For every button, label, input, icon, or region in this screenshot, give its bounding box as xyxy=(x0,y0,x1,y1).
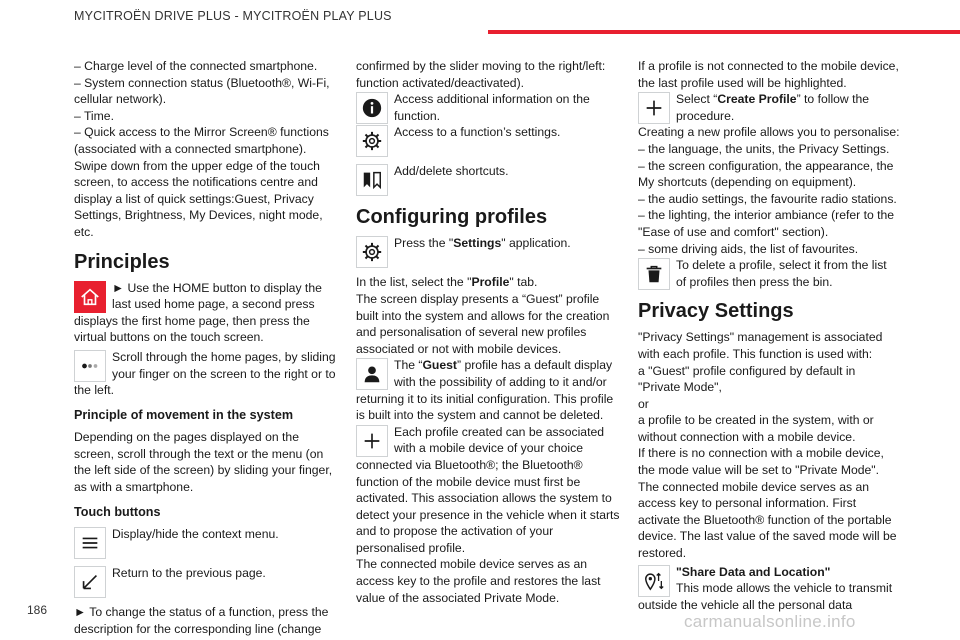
create-profile-text: Select “Create Profile” to follow the procedure. xyxy=(676,92,870,123)
column-3 xyxy=(638,58,900,613)
access-key-text: The connected mobile device serves as an access key to the profile and restores the last value of the associated Private Mode. xyxy=(356,557,601,605)
gear-icon xyxy=(356,125,388,157)
share-location-icon xyxy=(638,565,670,597)
personalise-line: – some driving aids, the list of favourites. xyxy=(638,241,859,256)
shortcuts-text: Add/delete shortcuts. xyxy=(394,164,509,179)
hamburger-menu-icon xyxy=(74,527,106,559)
trash-icon xyxy=(638,258,670,290)
privacy-settings-heading: Privacy Settings xyxy=(638,300,794,323)
personalise-line: – the language, the units, the Privacy Settings. xyxy=(638,141,890,156)
settings-row xyxy=(356,124,622,157)
personalise-line: – the lighting, the interior ambiance (refer to the "Ease of use and comfort" section). xyxy=(638,208,895,239)
info-icon xyxy=(356,92,388,124)
delete-profile-text: To delete a profile, select it from the list of profiles then press the bin. xyxy=(676,258,887,289)
watermark: carmanualsonline.info xyxy=(684,612,856,631)
plus-icon xyxy=(638,92,670,124)
back-text: Return to the previous page. xyxy=(112,566,266,581)
each-profile-text: Each profile created can be associated with a mobile device of your choice connected via Bluetooth®; the Bluetooth® function of the mobile device must first be activated. This association allows the system to detect your presence in the vehicle when it starts and to propose the activation of your personalised profile. xyxy=(356,424,620,555)
running-header: MYCITROËN DRIVE PLUS - MYCITROËN PLAY PLUS xyxy=(74,9,392,23)
not-connected-text: If a profile is not connected to the mobile device, the last profile used will be highlighted. xyxy=(638,59,899,90)
guest-profile-text: The “Guest” profile has a default display with the possibility of adding to it and/or returning it to its initial configuration. This profile is built into the system and cannot be deleted. xyxy=(356,358,614,423)
privacy-line: a "Guest" profile configured by default in "Private Mode", xyxy=(638,363,856,395)
principles-heading: Principles xyxy=(74,250,170,273)
privacy-line: If there is no connection with a mobile device, the mode value will be set to "Private Mode". xyxy=(638,446,884,478)
guest-description: The screen display presents a “Guest” profile built into the system and allows for the creation and personalisation of several new profiles associated or not with mobile devices. xyxy=(356,291,610,356)
header-accent-bar xyxy=(488,30,960,34)
page-number: 186 xyxy=(27,603,48,617)
slider-continuation: confirmed by the slider moving to the right/left: function activated/deactivated). xyxy=(356,59,606,90)
settings-text: Access to a function’s settings. xyxy=(394,125,561,140)
column-1 xyxy=(74,58,338,637)
column-2 xyxy=(356,58,622,606)
privacy-line: "Privacy Settings" management is associated with each profile. This function is used with: xyxy=(638,330,883,361)
movement-text: Depending on the pages displayed on the screen, scroll through the text or the menu (on the left side of the screen) by sliding your finger, as with a smartphone. xyxy=(74,430,333,495)
configuring-profiles-heading: Configuring profiles xyxy=(356,206,548,229)
share-data-title: "Share Data and Location" xyxy=(676,564,831,579)
intro-line: – Time. xyxy=(74,108,114,123)
user-icon xyxy=(356,358,388,390)
share-row xyxy=(638,564,900,614)
bookmark-icon xyxy=(356,164,388,196)
menu-row xyxy=(74,526,338,559)
personalise-line: – the audio settings, the favourite radio stations. xyxy=(638,191,897,206)
delete-row xyxy=(638,257,900,290)
personalise-line: – the screen configuration, the appearance, the My shortcuts (depending on equipment). xyxy=(638,158,894,190)
change-status-text: ► To change the status of a function, press the description for the corresponding line (change xyxy=(74,605,329,636)
home-button-text: ► Use the HOME button to display the last used home page, a second press displays the first home page, then press the virtual buttons on the touch screen. xyxy=(74,280,322,345)
select-profile-tab: In the list, select the "Profile" tab. xyxy=(356,275,538,290)
scroll-text: Scroll through the home pages, by sliding your finger on the screen to the right or to the left. xyxy=(74,349,336,398)
share-data-text: This mode allows the vehicle to transmit outside the vehicle all the personal data xyxy=(638,581,893,612)
privacy-line: or xyxy=(638,396,649,411)
touch-buttons-heading: Touch buttons xyxy=(74,504,161,519)
gear-icon xyxy=(356,236,388,268)
plus-icon xyxy=(356,425,388,457)
personalise-line: Creating a new profile allows you to personalise: xyxy=(638,125,900,140)
info-text: Access additional information on the function. xyxy=(394,92,590,123)
back-row xyxy=(74,565,338,598)
intro-line: – Charge level of the connected smartphone. xyxy=(74,59,318,73)
menu-text: Display/hide the context menu. xyxy=(112,527,279,542)
page-dots-icon xyxy=(74,350,106,382)
press-settings-row xyxy=(356,235,622,268)
home-icon xyxy=(74,281,106,313)
privacy-line: The connected mobile device serves as an access key to personal information. First activate the Bluetooth® function of the portable device. The last value of the saved mode will be restored. xyxy=(638,479,897,561)
info-row xyxy=(356,91,622,124)
back-arrow-icon xyxy=(74,566,106,598)
intro-line: – Quick access to the Mirror Screen® functions (associated with a connected smartphone). xyxy=(74,125,329,156)
movement-heading: Principle of movement in the system xyxy=(74,407,294,422)
press-settings-text: Press the "Settings" application. xyxy=(394,236,571,251)
shortcuts-row xyxy=(356,163,622,196)
intro-line: Swipe down from the upper edge of the touch screen, to access the notifications centre and display a list of quick settings:Guest, Privacy Settings, Brightness, My Devices, night mode, etc. xyxy=(74,158,323,239)
privacy-line: a profile to be created in the system, with or without connection with a mobile device. xyxy=(638,413,874,444)
intro-line: – System connection status (Bluetooth®, Wi-Fi, cellular network). xyxy=(74,75,330,107)
